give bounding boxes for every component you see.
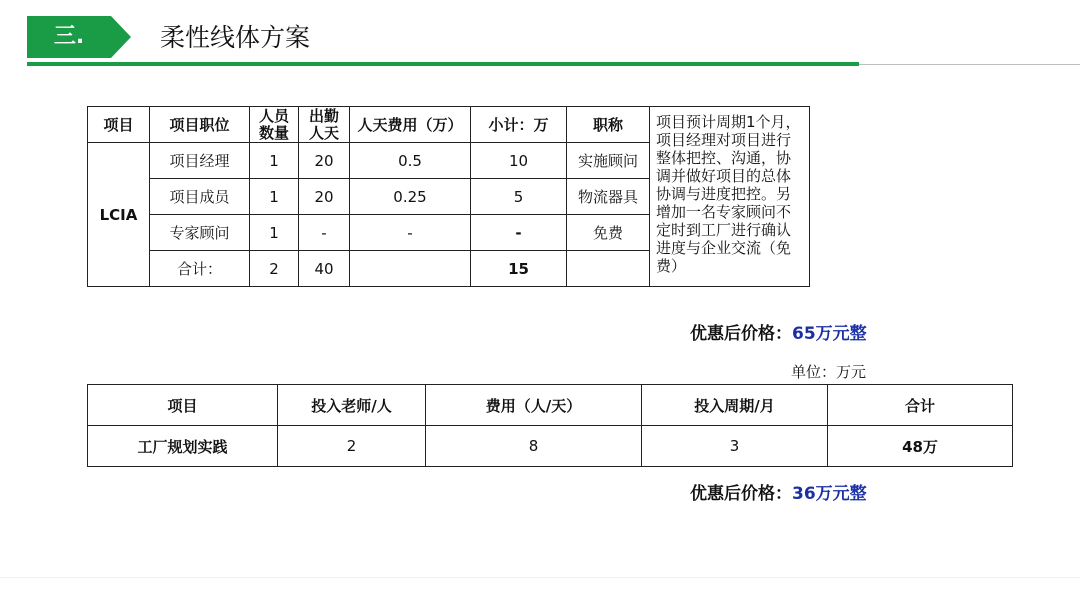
table-cell: 1	[250, 143, 299, 179]
unit-label: 单位：万元	[791, 363, 867, 381]
title-divider	[27, 62, 859, 66]
total-title	[567, 251, 650, 287]
table-cell: 免费	[567, 215, 650, 251]
table-cell: 1	[250, 179, 299, 215]
table-cell: 20	[299, 179, 350, 215]
table-row	[88, 426, 1013, 467]
discounted-price-2	[690, 479, 867, 504]
table-cell: 1	[250, 215, 299, 251]
price-amount: 36万元整	[792, 484, 867, 504]
table-cell: 5	[471, 179, 567, 215]
section-number: 三.	[53, 24, 85, 49]
page-title: 柔性线体方案	[160, 23, 311, 52]
table-cell: 2	[278, 426, 426, 467]
header-cell: 项目	[88, 107, 150, 143]
total-count: 2	[250, 251, 299, 287]
total-label: 合计：	[150, 251, 250, 287]
header-cell: 项目职位	[150, 107, 250, 143]
header-cell: 小计：万	[471, 107, 567, 143]
table-cell: 8	[426, 426, 642, 467]
title-divider-extension	[859, 64, 1080, 65]
total-days: 40	[299, 251, 350, 287]
project-note: 项目预计周期1个月，项目经理对项目进行整体把控、沟通，协调并做好项目的总体协调与进度把控。另增加一名专家顾问不定时到工厂进行确认进度与企业交流（免费）	[650, 107, 810, 287]
header-cell: 费用（人/天）	[426, 385, 642, 426]
practice-cost-table	[87, 384, 1013, 467]
section-badge	[27, 16, 131, 58]
project-name-cell: LCIA	[88, 143, 150, 287]
table-cell: 专家顾问	[150, 215, 250, 251]
table-cell: 10	[471, 143, 567, 179]
header-cell: 人天费用（万）	[350, 107, 471, 143]
total-subtotal: 15	[471, 251, 567, 287]
header-cell	[299, 107, 350, 143]
table-header-row	[88, 385, 1013, 426]
table-cell: -	[350, 215, 471, 251]
header-cell: 职称	[567, 107, 650, 143]
table-cell: 20	[299, 143, 350, 179]
header-cell: 投入周期/月	[642, 385, 828, 426]
header-line: 人员	[258, 106, 289, 125]
table-cell: 实施顾问	[567, 143, 650, 179]
table-cell: 物流器具	[567, 179, 650, 215]
discounted-price-1	[690, 319, 867, 344]
table-cell: 48万	[828, 426, 1013, 467]
table-cell: 工厂规划实践	[88, 426, 278, 467]
header-cell	[250, 107, 299, 143]
price-amount: 65万元整	[792, 324, 867, 344]
staff-cost-table	[87, 106, 810, 287]
price-label: 优惠后价格：	[690, 484, 792, 504]
table-cell: 0.25	[350, 179, 471, 215]
header-cell: 合计	[828, 385, 1013, 426]
table-cell: 0.5	[350, 143, 471, 179]
header-line: 人天	[308, 123, 339, 142]
price-label: 优惠后价格：	[690, 324, 792, 344]
header-line: 数量	[258, 123, 289, 142]
footer-divider	[0, 577, 1080, 578]
header-line: 出勤	[308, 106, 339, 125]
table-cell: -	[471, 215, 567, 251]
table-header-row	[88, 107, 810, 143]
table-cell: -	[299, 215, 350, 251]
header-cell: 投入老师/人	[278, 385, 426, 426]
total-fee	[350, 251, 471, 287]
table-cell: 项目成员	[150, 179, 250, 215]
table-cell: 项目经理	[150, 143, 250, 179]
table-cell: 3	[642, 426, 828, 467]
header-cell: 项目	[88, 385, 278, 426]
